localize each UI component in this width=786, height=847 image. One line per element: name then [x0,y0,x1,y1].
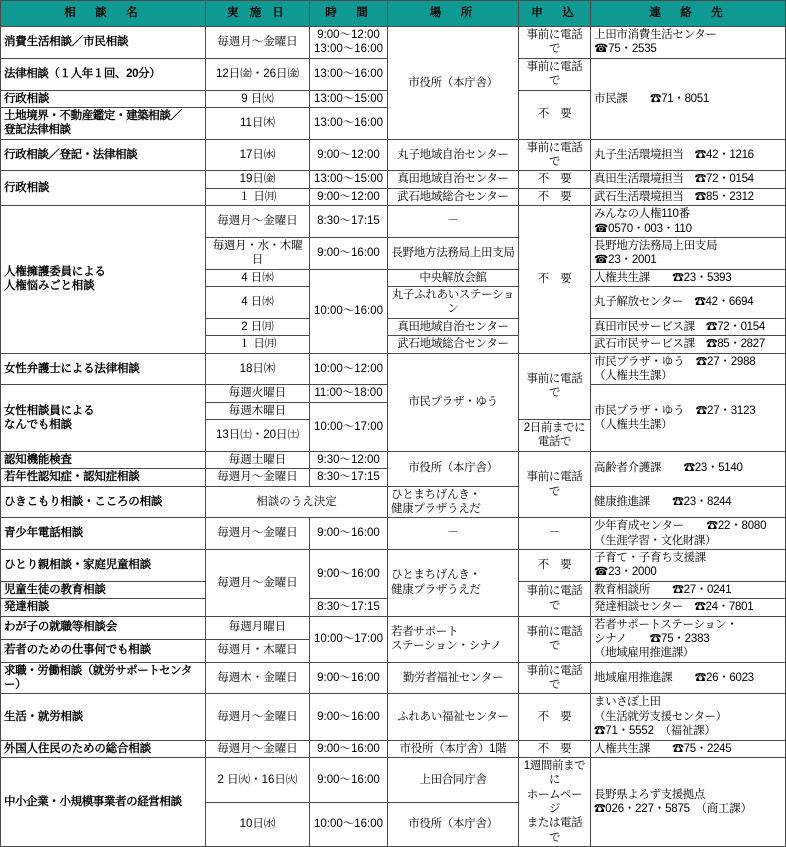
cell-time: 10:00～12:00 [310,353,388,385]
cell-place: 丸子ふれあいステーション [388,287,519,319]
cell-name: 若年性認知症・認知症相談 [1,469,206,486]
cell-place: 市役所（本庁舎） [388,451,519,486]
cell-contact [591,206,786,238]
cell-name: ひとり親相談・家庭児童相談 [1,550,206,582]
table-row [1,694,786,740]
cell-date: 毎週月～金曜日 [206,550,310,617]
column-header-contact: 連 絡 先 [591,1,786,27]
table-row [1,171,786,188]
cell-contact [591,757,786,846]
cell-name: 法律相談（１人年１回、20分） [1,58,206,90]
cell-time: 10:00～17:00 [310,616,388,662]
name-line-2: 登記法律相談 [4,124,71,137]
apply-line-2: ホームページ [526,788,583,815]
contact-dept: （人権共生課） [594,419,673,431]
contact-line-1: 長野県よろず支援拠点 [594,788,705,801]
contact-line: 子育て・子育ち支援課 [594,552,706,564]
cell-time: 9:00～16:00 [310,550,388,599]
cell-place [388,486,519,518]
cell-apply [519,757,591,846]
place-line-2: 健康プラザうえだ [391,583,481,596]
cell-contact: 市民課 ☎71・8051 [591,58,786,139]
cell-contact: 丸子生活環境担当 ☎42・1216 [591,139,786,171]
cell-place: ふれあい福祉センター [388,694,519,740]
cell-place: 市役所（本庁舎） [388,27,519,140]
cell-date: 9 日㈫ [206,90,310,107]
cell-apply: 事前に電話で [519,451,591,518]
cell-place: 中央解放会館 [388,269,519,286]
cell-contact: 武石市民サービス課 ☎85・2827 [591,336,786,353]
table-row [1,550,786,582]
cell-contact [591,27,786,59]
apply-line-1: 1週間前までに [523,759,586,787]
cell-time: 13:00～16:00 [310,58,388,90]
column-header-name: 相 談 名 [1,1,206,27]
cell-date: 19日㈮ [206,171,310,188]
cell-time: 9:00～12:00 [310,188,388,205]
contact-line-2: （生活就労支援センター） [594,710,727,723]
cell-contact [591,385,786,452]
cell-contact [591,616,786,662]
cell-apply: 不 要 [519,740,591,757]
cell-date: 11日㈭ [206,107,310,139]
cell-time: 8:30～17:15 [310,206,388,238]
name-line-1: 人権擁護委員による [4,265,106,278]
cell-place: 真田地域自治センター [388,318,519,335]
cell-time: 8:30～17:15 [310,469,388,486]
cell-contact [591,353,786,385]
cell-place: 上田合同庁舎 [388,757,519,802]
cell-name: 女性弁護士による法律相談 [1,353,206,385]
table-body [1,27,786,847]
cell-time: 13:00～15:00 [310,171,388,188]
cell-date: 10日㈬ [206,802,310,847]
cell-time: 8:30～17:15 [310,599,388,616]
cell-date: 4 日㈬ [206,287,310,319]
cell-place: 真田地域自治センター [388,171,519,188]
cell-contact: 武石生活環境担当 ☎85・2312 [591,188,786,205]
cell-date: 毎週月～金曜日 [206,469,310,486]
cell-place [388,616,519,662]
contact-phone: ☎23・2001 [594,254,657,267]
cell-date: 毎週土曜日 [206,451,310,468]
cell-apply: 事前に電話で [519,581,591,616]
cell-contact: 人権共生課 ☎23・5393 [591,269,786,286]
cell-place: 武石地域総合センター [388,336,519,353]
contact-line-2: ☎026・227・5875 （商工課） [594,803,752,815]
cell-apply: 不 要 [519,90,591,139]
cell-time: 10:00～17:00 [310,402,388,451]
cell-apply: 不 要 [519,188,591,205]
cell-apply: 事前に電話で [519,58,591,90]
cell-contact: 教育相談所 ☎27・0241 [591,581,786,598]
cell-time: 9:00～16:00 [310,662,388,694]
cell-apply: 事前に電話で [519,662,591,694]
contact-phone: ☎75・2535 [594,43,657,56]
name-line-2: なんでも相談 [4,419,72,431]
cell-date: 相談のうえ決定 [206,486,388,518]
cell-date: 毎週月～金曜日 [206,740,310,757]
cell-apply: 不 要 [519,694,591,740]
contact-line: みんなの人権110番 [594,208,690,221]
place-line-1: ひとまちげんき・ [391,488,481,501]
cell-date: 13日㈯・20日㈯ [206,420,310,452]
cell-date: 毎週月曜日 [206,616,310,639]
cell-place: 長野地方法務局上田支局 [388,237,519,269]
cell-date: 毎週月・水・木曜日 [206,237,310,269]
cell-time: 10:00～16:00 [310,269,388,353]
cell-name: 青少年電話相談 [1,518,206,550]
table-row [1,206,786,238]
cell-contact: 人権共生課 ☎75・2245 [591,740,786,757]
cell-name: 生活・就労相談 [1,694,206,740]
cell-time: 9:00～16:00 [310,740,388,757]
table-row [1,27,786,59]
cell-date: 毎週木曜日 [206,402,310,419]
table-row [1,353,786,385]
column-header-apply: 申 込 [519,1,591,27]
cell-name: わが子の就職等相談会 [1,616,206,639]
contact-line-1: 若者サポートステーション・ [594,618,738,631]
table-row [1,486,786,518]
cell-time: 10:00～16:00 [310,802,388,847]
cell-apply: － [519,518,591,550]
cell-name: 発達相談 [1,599,206,616]
cell-time: 13:00～15:00 [310,90,388,107]
table-row [1,757,786,802]
contact-line: 長野地方法務局上田支局 [594,239,718,252]
cell-time: 13:00～16:00 [310,107,388,139]
cell-time: 9:00～12:00 [310,139,388,171]
cell-place: 丸子地域自治センター [388,139,519,171]
cell-time: 11:00～18:00 [310,385,388,402]
cell-place: 勤労者福祉センター [388,662,519,694]
time-line: 13:00～16:00 [313,43,384,56]
place-line-2: 健康プラザうえだ [391,502,481,515]
time-line: 9:00～12:00 [317,29,380,41]
cell-date: 4 日㈬ [206,269,310,286]
cell-name: 若者のための仕事何でも相談 [1,639,206,662]
cell-date: 毎週火曜日 [206,385,310,402]
cell-date: １ 日㈪ [206,188,310,205]
cell-name [1,385,206,452]
contact-line-2: シナノ ☎75・2383 [594,632,710,645]
cell-apply: 事前に電話で [519,616,591,662]
apply-line-3: または電話で [526,817,583,844]
cell-place: － [388,206,519,238]
cell-contact: 丸子解放センター ☎42・6694 [591,287,786,319]
cell-contact: 高齢者介護課 ☎23・5140 [591,451,786,486]
cell-date: 毎週月・木曜日 [206,639,310,662]
place-line-1: 若者サポート [391,625,459,638]
cell-place: 市民プラザ・ゆう [388,353,519,451]
cell-time [310,27,388,59]
cell-time: 9:00～16:00 [310,757,388,802]
cell-apply: 不 要 [519,550,591,582]
cell-name [1,206,206,353]
contact-phone: ☎0570・003・110 [594,222,692,235]
table-row [1,451,786,468]
cell-place: 市役所（本庁舎）1階 [388,740,519,757]
cell-date: 毎週木・金曜日 [206,662,310,694]
column-header-place: 場 所 [388,1,519,27]
cell-name: 認知機能検査 [1,451,206,468]
cell-apply: 不 要 [519,171,591,188]
cell-name: 消費生活相談／市民相談 [1,27,206,59]
cell-apply: 2日前までに電話で [519,420,591,452]
cell-name: 行政相談 [1,171,206,206]
contact-line: 市民プラザ・ゆう ☎27・3123 [594,404,756,417]
table-row [1,139,786,171]
cell-place: 武石地域総合センター [388,188,519,205]
table-row [1,740,786,757]
place-line-1: ひとまちげんき・ [391,569,481,582]
cell-contact [591,694,786,740]
cell-contact: 真田生活環境担当 ☎72・0154 [591,171,786,188]
cell-contact: 健康推進課 ☎23・8244 [591,486,786,518]
cell-date: 18日㈭ [206,353,310,385]
table-row [1,518,786,550]
cell-time: 9:30～12:00 [310,451,388,468]
cell-name: 行政相談／登記・法律相談 [1,139,206,171]
name-line-1: 女性相談員による [4,404,95,417]
cell-place [388,550,519,617]
cell-contact: 地域雇用推進課 ☎26・6023 [591,662,786,694]
cell-date: 毎週月～金曜日 [206,206,310,238]
column-header-time: 時 間 [310,1,388,27]
cell-date: １ 日㈪ [206,336,310,353]
cell-date: 2 日㈪ [206,318,310,335]
table-row [1,616,786,639]
cell-time: 9:00～16:00 [310,518,388,550]
cell-date: 毎週月～金曜日 [206,694,310,740]
cell-contact: 発達相談センター ☎24・7801 [591,599,786,616]
cell-name: 外国人住民のための総合相談 [1,740,206,757]
contact-phone: ☎23・2000 [594,566,657,579]
column-header-date: 実 施 日 [206,1,310,27]
table-header-row [1,1,786,27]
contact-dept: （生涯学習・文化財課） [594,534,717,547]
cell-contact [591,518,786,550]
cell-time: 9:00～16:00 [310,237,388,269]
cell-contact [591,550,786,582]
cell-contact [591,237,786,269]
cell-name: 中小企業・小規模事業者の経営相談 [1,757,206,846]
contact-line: 上田市消費生活センター [594,29,717,41]
cell-date: 毎週月～金曜日 [206,27,310,59]
table-header [1,1,786,27]
place-line-2: ステーション・シナノ [391,640,502,653]
cell-date: 2 日㈫・16日㈫ [206,757,310,802]
cell-apply: 事前に電話で [519,353,591,420]
contact-line-3: （地域雇用推進課） [594,647,694,660]
contact-line-3: ☎71・5552 （福祉課） [594,725,716,738]
cell-name: 行政相談 [1,90,206,107]
cell-name: ひきこもり相談・こころの相談 [1,486,206,518]
cell-name: 児童生徒の教育相談 [1,581,206,598]
name-line-1: 土地境界・不動産鑑定・建築相談／ [4,109,182,122]
cell-apply: 不 要 [519,206,591,353]
cell-name [1,107,206,139]
cell-name: 求職・労働相談（就労サポートセンター） [1,662,206,694]
cell-place: － [388,518,519,550]
cell-place: 市役所（本庁舎） [388,802,519,847]
contact-line-1: まいさぽ上田 [594,696,661,709]
cell-apply: 事前に電話で [519,27,591,59]
contact-line: 市民プラザ・ゆう ☎27・2988 [594,355,756,368]
cell-contact: 真田市民サービス課 ☎72・0154 [591,318,786,335]
contact-dept: （人権共生課） [594,369,673,382]
cell-date: 毎週月～金曜日 [206,518,310,550]
table-row [1,662,786,694]
name-line-2: 人権悩みごと相談 [4,280,95,293]
contact-line: 少年育成センター ☎22・8080 [594,520,767,533]
cell-apply: 事前に電話で [519,139,591,171]
cell-date: 12日㈮・26日㈮ [206,58,310,90]
cell-date: 17日㈬ [206,139,310,171]
cell-time: 9:00～16:00 [310,694,388,740]
